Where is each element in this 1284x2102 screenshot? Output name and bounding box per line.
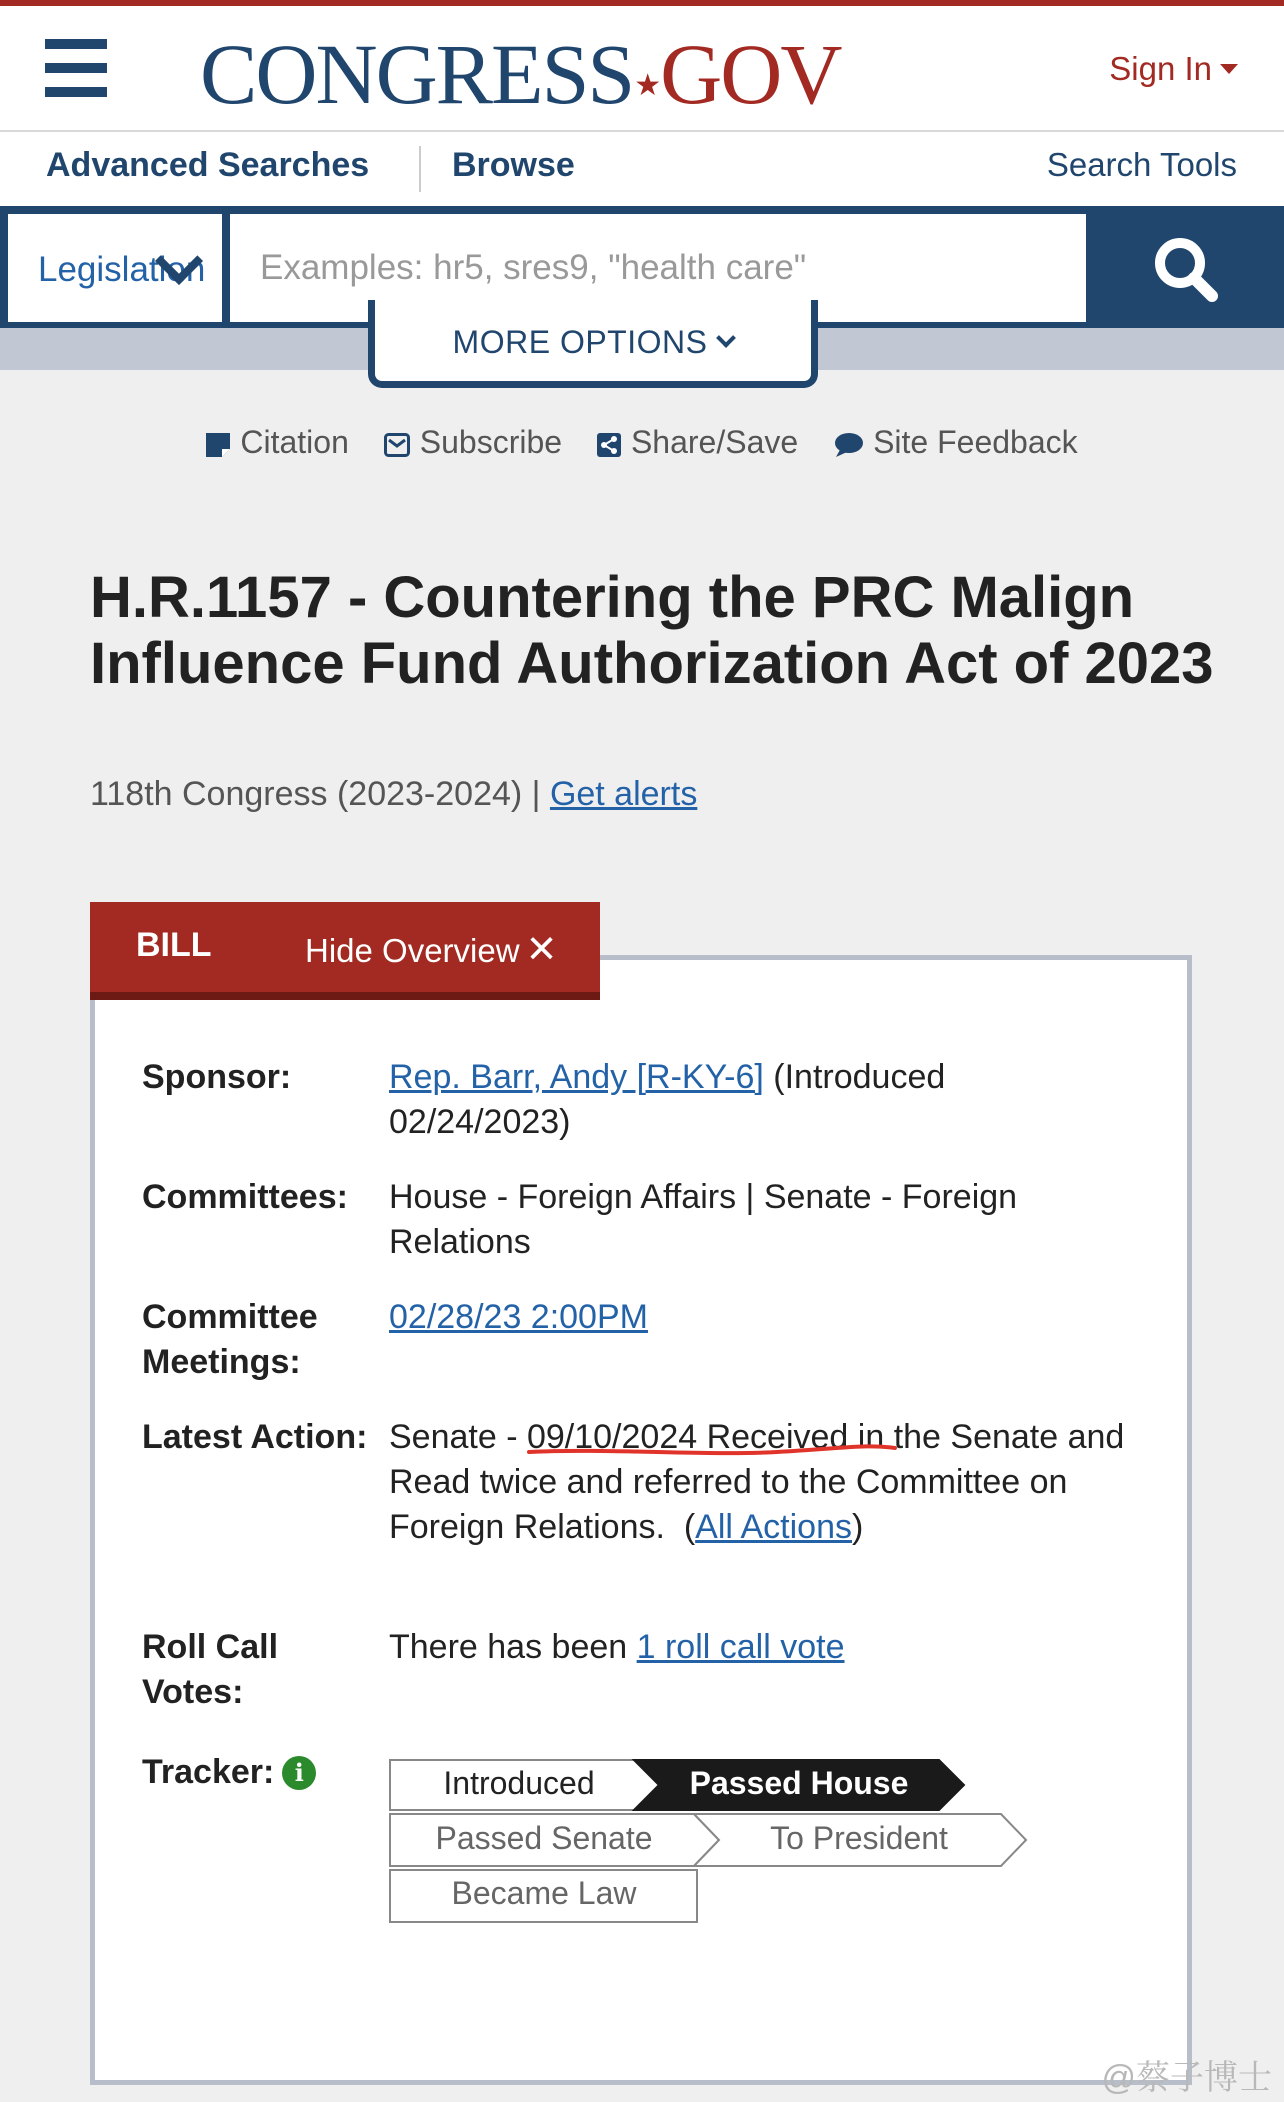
chevron-down-icon xyxy=(717,328,737,348)
sponsor-link[interactable]: Rep. Barr, Andy [R-KY-6] xyxy=(389,1058,764,1096)
menu-icon[interactable] xyxy=(45,39,107,97)
bill-tab-label: BILL xyxy=(136,926,212,964)
star-icon: ★ xyxy=(634,69,660,102)
roll-call-value: There has been 1 roll call vote xyxy=(389,1628,845,1666)
search-icon xyxy=(1094,206,1284,328)
citation-link[interactable]: Citation xyxy=(206,424,349,461)
collection-select[interactable] xyxy=(8,214,222,322)
site-logo[interactable]: CONGRESS★GOV xyxy=(200,26,841,122)
hide-overview-button[interactable]: Hide Overview ✕ xyxy=(305,929,558,971)
speech-bubble-icon xyxy=(833,432,863,458)
roll-call-link[interactable]: 1 roll call vote xyxy=(636,1628,845,1666)
sign-in-button[interactable]: Sign In xyxy=(1109,50,1238,88)
share-save-link[interactable]: Share/Save xyxy=(597,424,798,461)
main-nav xyxy=(0,132,1284,206)
watermark: @蔡子博士 xyxy=(1101,2059,1272,2097)
page-title: H.R.1157 - Countering the PRC Malign Influence Fund Authorization Act of 2023 xyxy=(90,565,1214,696)
search-button[interactable] xyxy=(1094,206,1284,328)
committee-meeting-link[interactable]: 02/28/23 2:00PM xyxy=(389,1298,648,1336)
latest-action-value: Senate - 09/10/2024 Received in the Senate and Read twice and referred to the Committee on Foreign Relations. (All Actions) xyxy=(389,1418,1125,1546)
caret-down-icon xyxy=(1220,64,1238,74)
committee-meetings-value xyxy=(389,1295,1129,1340)
share-icon xyxy=(597,433,621,457)
tracker-step-to-president: To President xyxy=(770,1820,948,1856)
site-feedback-link[interactable]: Site Feedback xyxy=(833,424,1078,461)
committees-value: House - Foreign Affairs | Senate - Foreign Relations xyxy=(389,1178,1018,1261)
committees-label: Committees: xyxy=(142,1178,348,1216)
info-icon[interactable]: i xyxy=(282,1756,316,1790)
red-handwritten-underline xyxy=(527,1440,897,1460)
nav-divider xyxy=(419,146,421,192)
committee-meetings-label: Committee Meetings: xyxy=(142,1298,318,1381)
tracker-label: Tracker: i xyxy=(142,1750,402,1795)
collection-select-value: Legislation xyxy=(38,250,206,289)
bill-tab-bar xyxy=(90,902,600,1000)
congress-subtitle: 118th Congress (2023-2024) | Get alerts xyxy=(90,775,698,813)
tracker-step-became-law: Became Law xyxy=(451,1875,637,1911)
tracker-step-passed-senate: Passed Senate xyxy=(435,1820,653,1856)
advanced-searches-link[interactable]: Advanced Searches xyxy=(46,146,370,184)
more-options-button[interactable]: MORE OPTIONS xyxy=(368,300,818,388)
subscribe-link[interactable]: Subscribe xyxy=(384,424,562,461)
citation-icon xyxy=(206,433,230,457)
all-actions-link[interactable]: All Actions xyxy=(695,1508,852,1546)
roll-call-label: Roll Call Votes: xyxy=(142,1628,279,1711)
sponsor-value: Rep. Barr, Andy [R-KY-6] (Introduced 02/24/2023) xyxy=(389,1058,946,1141)
sponsor-label: Sponsor: xyxy=(142,1058,292,1096)
envelope-icon xyxy=(384,433,410,457)
tracker-step-introduced: Introduced xyxy=(443,1765,595,1801)
search-tools-link[interactable]: Search Tools xyxy=(1046,146,1237,183)
latest-action-label: Latest Action: xyxy=(142,1418,368,1456)
tracker-step-passed-house: Passed House xyxy=(689,1765,909,1801)
close-icon: ✕ xyxy=(525,929,558,971)
browse-link[interactable]: Browse xyxy=(452,146,575,184)
site-header xyxy=(0,6,1284,132)
utility-links xyxy=(0,422,1284,468)
get-alerts-link[interactable]: Get alerts xyxy=(549,775,698,813)
bill-tracker xyxy=(389,1758,1029,1923)
